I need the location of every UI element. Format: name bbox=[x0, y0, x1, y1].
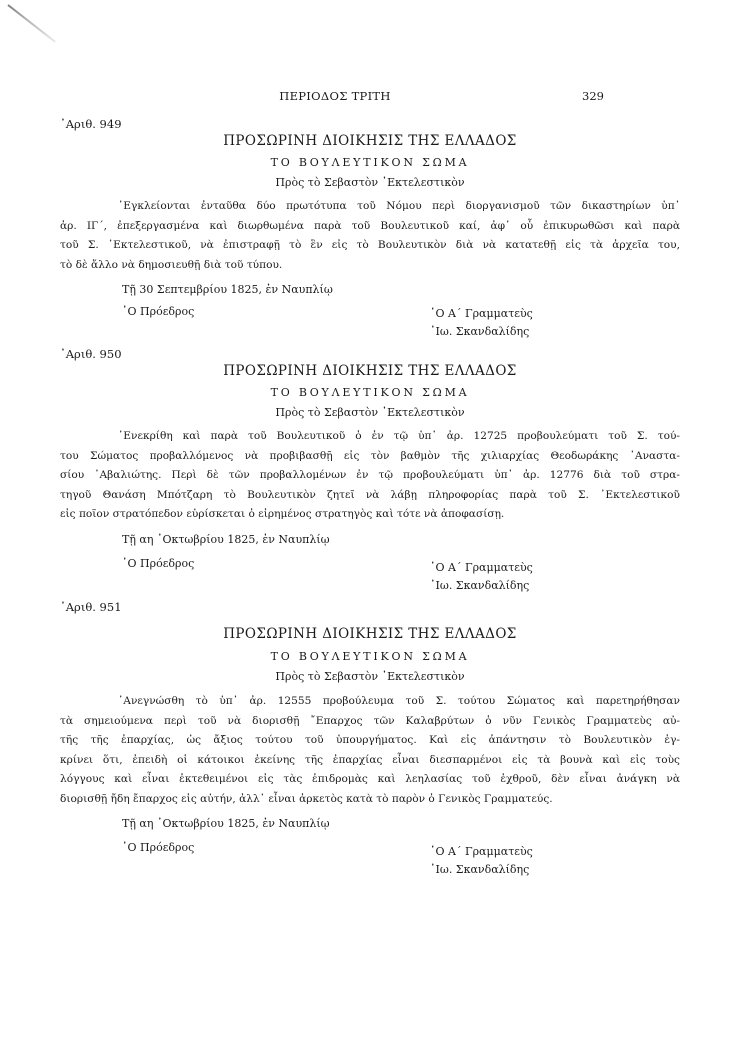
document-heading: ΠΡΟΣΩΡΙΝΗ ΔΙΟΙΚΗΣΙΣ ΤΗΣ ΕΛΛΑΔΟΣ bbox=[223, 363, 517, 379]
body-line: ᾿Εγκλείονται ἐνταῦθα δύο πρωτότυπα τοῦ Νόμου περὶ διοργανισμοῦ τῶν δικαστηρίων ὑπ᾿ bbox=[118, 200, 680, 212]
body-line: ᾿Ανεγνώσθη τὸ ὑπ᾿ ἀρ. 12555 προβούλευμα τοῦ Σ. τούτου Σώματος καὶ παρετηρήθησαν bbox=[118, 695, 680, 707]
body-line: εἰς ποῖον στρατόπεδον εὑρίσκεται ὁ εἰρημένος στρατηγὸς καὶ τότε νὰ ἀποφασίσῃ. bbox=[60, 508, 505, 520]
secretary-name: ᾿Ιω. Σκανδαλίδης bbox=[430, 579, 530, 592]
document-number: ᾿Αριθ. 950 bbox=[60, 347, 122, 361]
document-number: ᾿Αριθ. 951 bbox=[60, 600, 122, 614]
document-date: Τῇ αη ᾿Οκτωβρίου 1825, ἐν Ναυπλίῳ bbox=[122, 817, 330, 830]
body-line: λόγγους καὶ εἶναι ἐκτεθειμένοι εἰς τὰς ἐπιδρομὰς καὶ λεηλασίας τοῦ ἐχθροῦ, δὲν εἶναι ἀνάγκη νὰ bbox=[60, 773, 680, 785]
body-line: τὸ δὲ ἄλλο νὰ δημοσιευθῇ διὰ τοῦ τύπου. bbox=[60, 258, 283, 271]
running-title: ΠΕΡΙΟΔΟΣ ΤΡΙΤΗ bbox=[279, 89, 391, 103]
secretary-name: ᾿Ιω. Σκανδαλίδης bbox=[430, 325, 530, 338]
document-date: Τῇ 30 Σεπτεμβρίου 1825, ἐν Ναυπλίῳ bbox=[122, 283, 333, 296]
document-body bbox=[60, 692, 680, 809]
document-body bbox=[60, 197, 680, 275]
body-line: τηγοῦ Θανάση Μπότζαρη τὸ Βουλευτικὸν ζητεῖ νὰ λάβῃ πληροφορίας παρὰ τοῦ Σ. ᾿Εκτελεστικοῦ bbox=[60, 488, 680, 501]
scan-artifact-mark bbox=[7, 4, 56, 43]
document-heading: ΠΡΟΣΩΡΙΝΗ ΔΙΟΙΚΗΣΙΣ ΤΗΣ ΕΛΛΑΔΟΣ bbox=[223, 626, 517, 642]
secretary-name: ᾿Ιω. Σκανδαλίδης bbox=[430, 863, 530, 876]
president-signature: ῾Ο Πρόεδρος bbox=[122, 841, 195, 854]
president-signature: ῾Ο Πρόεδρος bbox=[122, 305, 195, 318]
body-line: του Σώματος προβαλλόμενος νὰ προβιβασθῇ εἰς τὸν βαθμὸν τῆς χιλιαρχίας Θεοδωράκης ᾿Αναστα- bbox=[60, 449, 680, 462]
body-line: τῆς τῆς ἐπαρχίας, ὡς ἄξιος τούτου τοῦ ὑπουργήματος. Καὶ εἰς ἀπάντησιν τὸ Βουλευτικὸν ἐγ- bbox=[60, 734, 680, 746]
page-number: 329 bbox=[582, 89, 604, 103]
document-sender: ΤΟ ΒΟΥΛΕΥΤΙΚΟΝ ΣΩΜΑ bbox=[270, 650, 470, 663]
document-date: Τῇ αη ᾿Οκτωβρίου 1825, ἐν Ναυπλίῳ bbox=[122, 533, 330, 546]
secretary-title: ῾Ο Α΄ Γραμματεὺς bbox=[430, 845, 533, 858]
secretary-title: ῾Ο Α΄ Γραμματεὺς bbox=[430, 561, 533, 574]
document-addressee: Πρὸς τὸ Σεβαστὸν ᾿Εκτελεστικὸν bbox=[275, 670, 465, 683]
document-heading: ΠΡΟΣΩΡΙΝΗ ΔΙΟΙΚΗΣΙΣ ΤΗΣ ΕΛΛΑΔΟΣ bbox=[223, 133, 517, 149]
body-line: ᾿Ενεκρίθη καὶ παρὰ τοῦ Βουλευτικοῦ ὁ ἐν τῷ ὑπ᾿ ἀρ. 12725 προβουλεύματι τοῦ Σ. τού- bbox=[118, 430, 680, 442]
document-body bbox=[60, 427, 680, 525]
body-line: διορισθῇ ἤδη ἔπαρχος εἰς αὐτήν, ἀλλ᾿ εἶναι ἀρκετὸς κατὰ τὸ παρὸν ὁ Γενικὸς Γραμματεύς. bbox=[60, 792, 553, 805]
document-number: ᾿Αριθ. 949 bbox=[60, 117, 122, 131]
body-line: κρίνει ὅτι, ἐπειδὴ οἱ κάτοικοι ἐκείνης τῆς ἐπαρχίας εἶναι διεσπαρμένοι εἰς τὰ βουνὰ καὶ εἰς τοὺς bbox=[60, 753, 680, 766]
document-addressee: Πρὸς τὸ Σεβαστὸν ᾿Εκτελεστικὸν bbox=[275, 406, 465, 419]
president-signature: ῾Ο Πρόεδρος bbox=[122, 557, 195, 570]
body-line: τὰ σημειούμενα περὶ τοῦ νὰ διορισθῇ ῎Επαρχος τῶν Καλαβρύτων ὁ νῦν Γενικὸς Γραμματεὺς αὐ- bbox=[60, 714, 680, 727]
document-addressee: Πρὸς τὸ Σεβαστὸν ᾿Εκτελεστικὸν bbox=[275, 176, 465, 189]
document-sender: ΤΟ ΒΟΥΛΕΥΤΙΚΟΝ ΣΩΜΑ bbox=[270, 156, 470, 169]
body-line: ἀρ. ΙΓ΄, ἐπεξεργασμένα καὶ διωρθωμένα παρὰ τοῦ Βουλευτικοῦ καί, ἀφ᾿ οὗ ἐπικυρωθῶσι καὶ παρὰ bbox=[60, 219, 680, 232]
secretary-title: ῾Ο Α΄ Γραμματεὺς bbox=[430, 307, 533, 320]
body-line: σίου ᾿Αβαλιώτης. Περὶ δὲ τῶν προβαλλομένων ἐν τῷ προβουλεύματι ὑπ᾿ ἀρ. 12776 διὰ τοῦ στρα- bbox=[60, 469, 680, 481]
body-line: τοῦ Σ. ᾿Εκτελεστικοῦ, νὰ ἐπιστραφῇ τὸ ἓν εἰς τὸ Βουλευτικὸν διὰ νὰ κατατεθῇ εἰς τὰ ἀρχεῖα του, bbox=[60, 239, 680, 251]
document-sender: ΤΟ ΒΟΥΛΕΥΤΙΚΟΝ ΣΩΜΑ bbox=[270, 386, 470, 399]
